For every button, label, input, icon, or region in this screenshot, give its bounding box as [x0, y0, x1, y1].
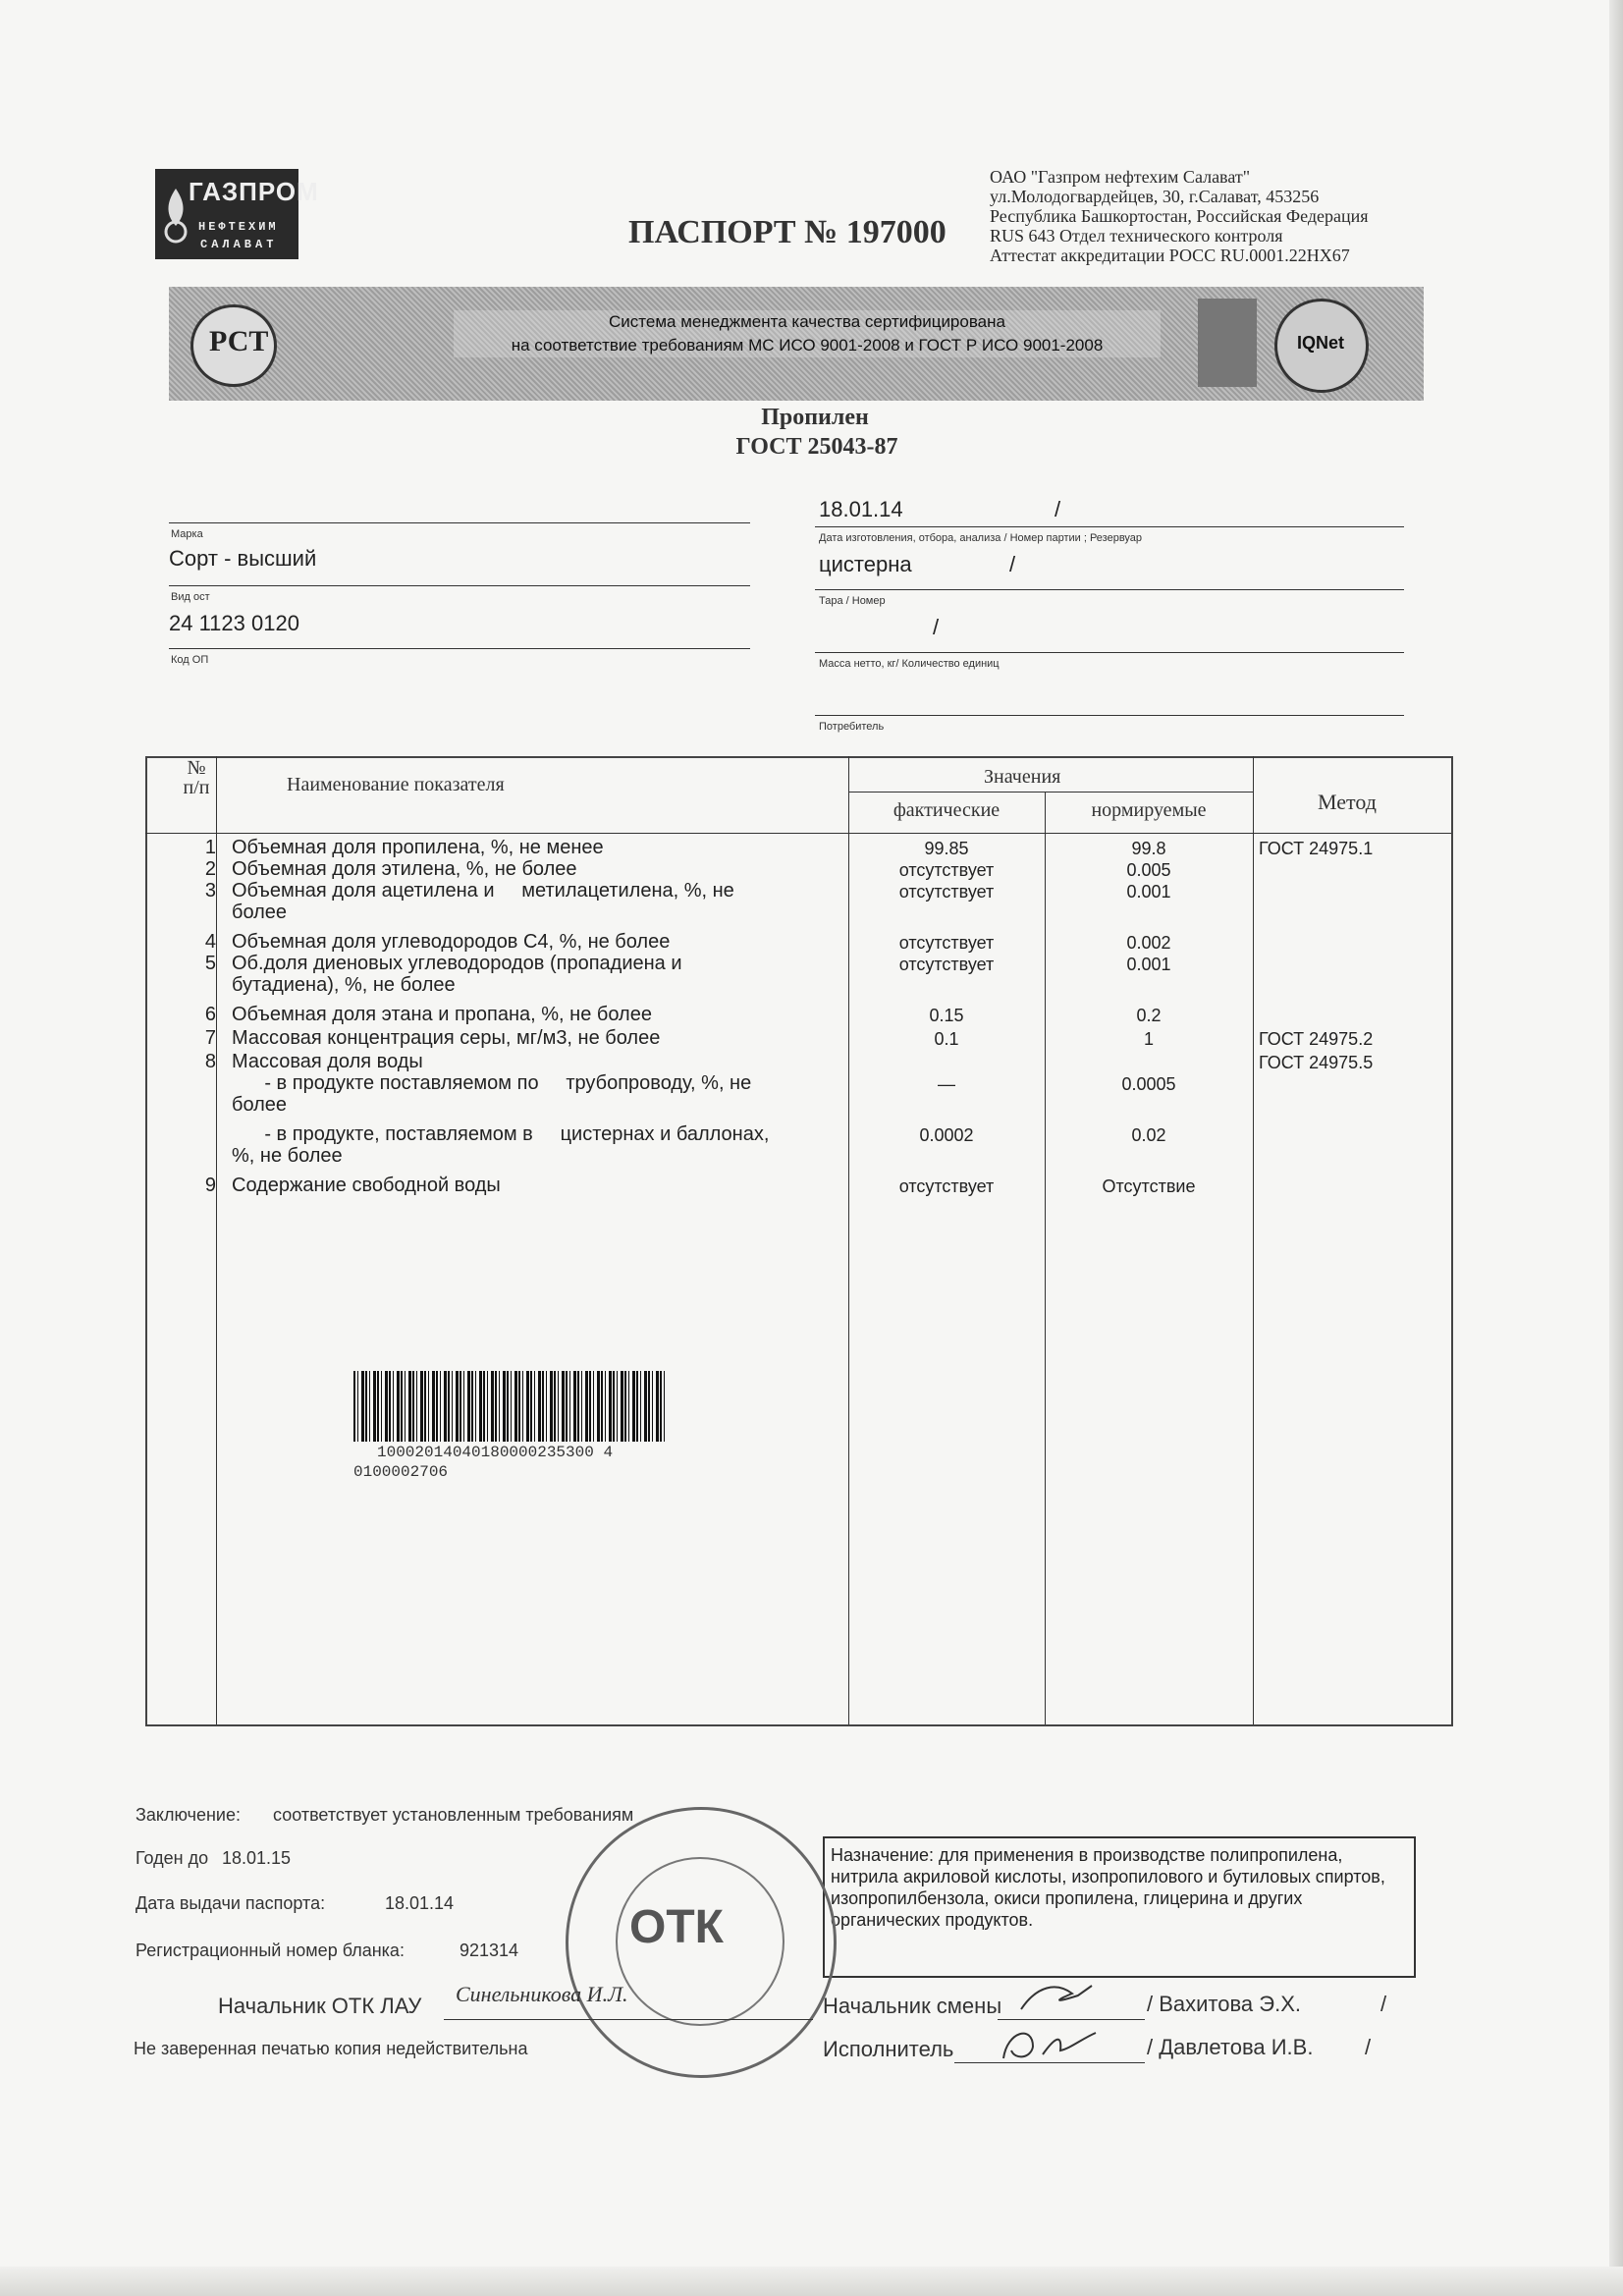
- code-label: Код ОП: [171, 654, 209, 666]
- exec-name: / Давлетова И.В.: [1147, 2035, 1314, 2059]
- date-separator: /: [1055, 497, 1061, 521]
- indicators-table: [145, 756, 1453, 1726]
- okp-label: Вид ост: [171, 591, 210, 603]
- row-number: 7: [204, 1027, 216, 1049]
- org-line: RUS 643 Отдел технического контроля: [990, 226, 1283, 246]
- col-method-header: Метод: [1318, 790, 1377, 814]
- row-norm-value: 0.001: [1126, 955, 1171, 974]
- mass-label: Масса нетто, кг/ Количество единиц: [819, 658, 1000, 670]
- validity-note: Не заверенная печатью копия недействительна: [134, 2039, 528, 2058]
- row-actual-value: отсутствует: [898, 955, 995, 974]
- passport-title: ПАСПОРТ № 197000: [628, 214, 947, 250]
- row-norm-value: 0.2: [1136, 1006, 1162, 1025]
- product-standard: ГОСТ 25043-87: [735, 434, 898, 460]
- col-values-header: Значения: [984, 766, 1061, 788]
- quality-system-icon: [1198, 299, 1257, 387]
- row-norm-value: 0.002: [1126, 933, 1171, 953]
- certification-text: Система менеджмента качества сертифицирована на соответствие требованиям МС ИСО 9001-2008 и ГОСТ Р ИСО 9001-2008: [454, 310, 1161, 357]
- row-name: Объемная доля углеводородов С4, %, не более: [232, 931, 671, 953]
- purpose-box: [823, 1836, 1416, 1978]
- logo-line2: НЕФТЕХИМ: [198, 220, 279, 234]
- row-name: бутадиена), %, не более: [232, 974, 456, 996]
- scan-edge-right: [1609, 0, 1623, 2296]
- issue-value: 18.01.14: [385, 1893, 455, 1913]
- valid-label: Годен до: [135, 1848, 209, 1868]
- row-name: Массовая доля воды: [232, 1051, 423, 1072]
- row-norm-value: Отсутствие: [1102, 1176, 1196, 1196]
- row-number: 6: [204, 1004, 216, 1025]
- row-number: 5: [204, 953, 216, 974]
- row-name: %, не более: [232, 1145, 343, 1167]
- row-actual-value: —: [938, 1074, 955, 1094]
- row-name: - в продукте поставляемом по трубопроводу, %, не: [232, 1072, 752, 1094]
- org-line: ул.Молодогвардейцев, 30, г.Салават, 453256: [990, 187, 1320, 206]
- row-actual-value: отсутствует: [898, 1176, 995, 1196]
- row-actual-value: 0.15: [929, 1006, 964, 1025]
- col-norm-header: нормируемые: [1091, 799, 1207, 821]
- chief-label: Начальник ОТК ЛАУ: [218, 1994, 422, 2018]
- row-norm-value: 1: [1143, 1029, 1154, 1049]
- gazprom-logo: [155, 169, 319, 259]
- rst-certification-icon: РСТ: [190, 304, 277, 387]
- row-number: 4: [204, 931, 216, 953]
- logo-line3: САЛАВАТ: [200, 238, 278, 251]
- row-method: ГОСТ 24975.2: [1259, 1029, 1374, 1049]
- purpose-text: Назначение: для применения в производстве полипропилена, нитрила акриловой кислоты, изопропилового и бутиловых спиртов, изопропилбензола, окиси пропилена, глицерина и других органических продуктов.: [831, 1845, 1385, 1930]
- row-actual-value: 0.0002: [919, 1125, 974, 1145]
- row-norm-value: 0.02: [1131, 1125, 1166, 1145]
- row-norm-value: 0.0005: [1121, 1074, 1176, 1094]
- col-num-header: № п/п: [183, 757, 210, 798]
- shift-end: /: [1380, 1992, 1387, 2016]
- date-label: Дата изготовления, отбора, анализа / Номер партии ; Резервуар: [819, 532, 1143, 544]
- barcode-number: 10002014040180000235300 4: [377, 1444, 614, 1461]
- shift-name: / Вахитова Э.Х.: [1147, 1992, 1301, 2016]
- product-name: Пропилен: [761, 405, 869, 430]
- consumer-label: Потребитель: [819, 721, 885, 733]
- scan-edge-bottom: [0, 2267, 1623, 2296]
- reg-value: 921314: [460, 1941, 519, 1960]
- certification-band: [169, 287, 1424, 401]
- row-name: Массовая концентрация серы, мг/м3, не более: [232, 1027, 661, 1049]
- tara-label: Тара / Номер: [819, 595, 886, 607]
- row-number: 8: [204, 1051, 216, 1072]
- row-method: ГОСТ 24975.1: [1259, 839, 1374, 858]
- row-actual-value: 0.1: [934, 1029, 959, 1049]
- row-actual-value: отсутствует: [898, 882, 995, 902]
- row-number: 9: [204, 1175, 216, 1196]
- org-line: Аттестат аккредитации РОСС RU.0001.22НХ67: [990, 246, 1350, 265]
- row-name: Об.доля диеновых углеводородов (пропадиена и: [232, 953, 682, 974]
- row-norm-value: 99.8: [1131, 839, 1166, 858]
- col-name-header: Наименование показателя: [287, 774, 505, 795]
- issue-label: Дата выдачи паспорта:: [135, 1893, 326, 1913]
- row-number: 2: [204, 858, 216, 880]
- row-name: Содержание свободной воды: [232, 1175, 501, 1196]
- barcode-number-2: 0100002706: [353, 1463, 449, 1481]
- mark-label: Марка: [171, 528, 203, 540]
- conclusion-value: соответствует установленным требованиям: [273, 1805, 634, 1825]
- col-actual-header: фактические: [893, 799, 1001, 821]
- reg-label: Регистрационный номер бланка:: [135, 1941, 405, 1960]
- iqnet-icon: IQNet: [1274, 299, 1369, 393]
- row-norm-value: 0.001: [1126, 882, 1171, 902]
- flame-icon: [161, 187, 190, 246]
- row-name: Объемная доля пропилена, %, не менее: [232, 837, 604, 858]
- barcode: [353, 1371, 668, 1442]
- mass-separator: /: [933, 615, 940, 639]
- row-number: 3: [204, 880, 216, 902]
- row-actual-value: отсутствует: [898, 933, 995, 953]
- row-name: - в продукте, поставляемом в цистернах и баллонах,: [232, 1123, 770, 1145]
- exec-end: /: [1365, 2035, 1372, 2059]
- row-method: ГОСТ 24975.5: [1259, 1053, 1374, 1072]
- row-name: Объемная доля ацетилена и метилацетилена, %, не: [232, 880, 734, 902]
- okp-value: 24 1123 0120: [169, 611, 299, 635]
- org-line: Республика Башкортостан, Российская Федерация: [990, 206, 1369, 226]
- exec-label: Исполнитель: [823, 2037, 954, 2061]
- row-actual-value: 99.85: [924, 839, 969, 858]
- conclusion-label: Заключение:: [135, 1805, 241, 1825]
- tara-separator: /: [1009, 552, 1016, 576]
- row-name: более: [232, 902, 288, 923]
- otk-stamp: ОТК: [566, 1807, 837, 2078]
- date-value: 18.01.14: [819, 497, 903, 521]
- chief-name: Синельникова И.Л.: [456, 1982, 628, 2006]
- mark-value: Сорт - высший: [169, 546, 317, 571]
- row-actual-value: отсутствует: [898, 860, 995, 880]
- tara-value: цистерна: [819, 552, 912, 576]
- organization-block: [990, 167, 1369, 265]
- row-norm-value: 0.005: [1126, 860, 1171, 880]
- row-number: 1: [204, 837, 216, 858]
- valid-value: 18.01.15: [222, 1848, 292, 1868]
- shift-label: Начальник смены: [823, 1994, 1002, 2018]
- row-name: Объемная доля этана и пропана, %, не более: [232, 1004, 652, 1025]
- exec-signature-icon: [994, 2021, 1102, 2064]
- org-line: ОАО "Газпром нефтехим Салават": [990, 167, 1251, 187]
- row-name: Объемная доля этилена, %, не более: [232, 858, 577, 880]
- row-name: более: [232, 1094, 288, 1116]
- shift-signature-icon: [1017, 1976, 1096, 2019]
- logo-line1: ГАЗПРОМ: [189, 177, 319, 206]
